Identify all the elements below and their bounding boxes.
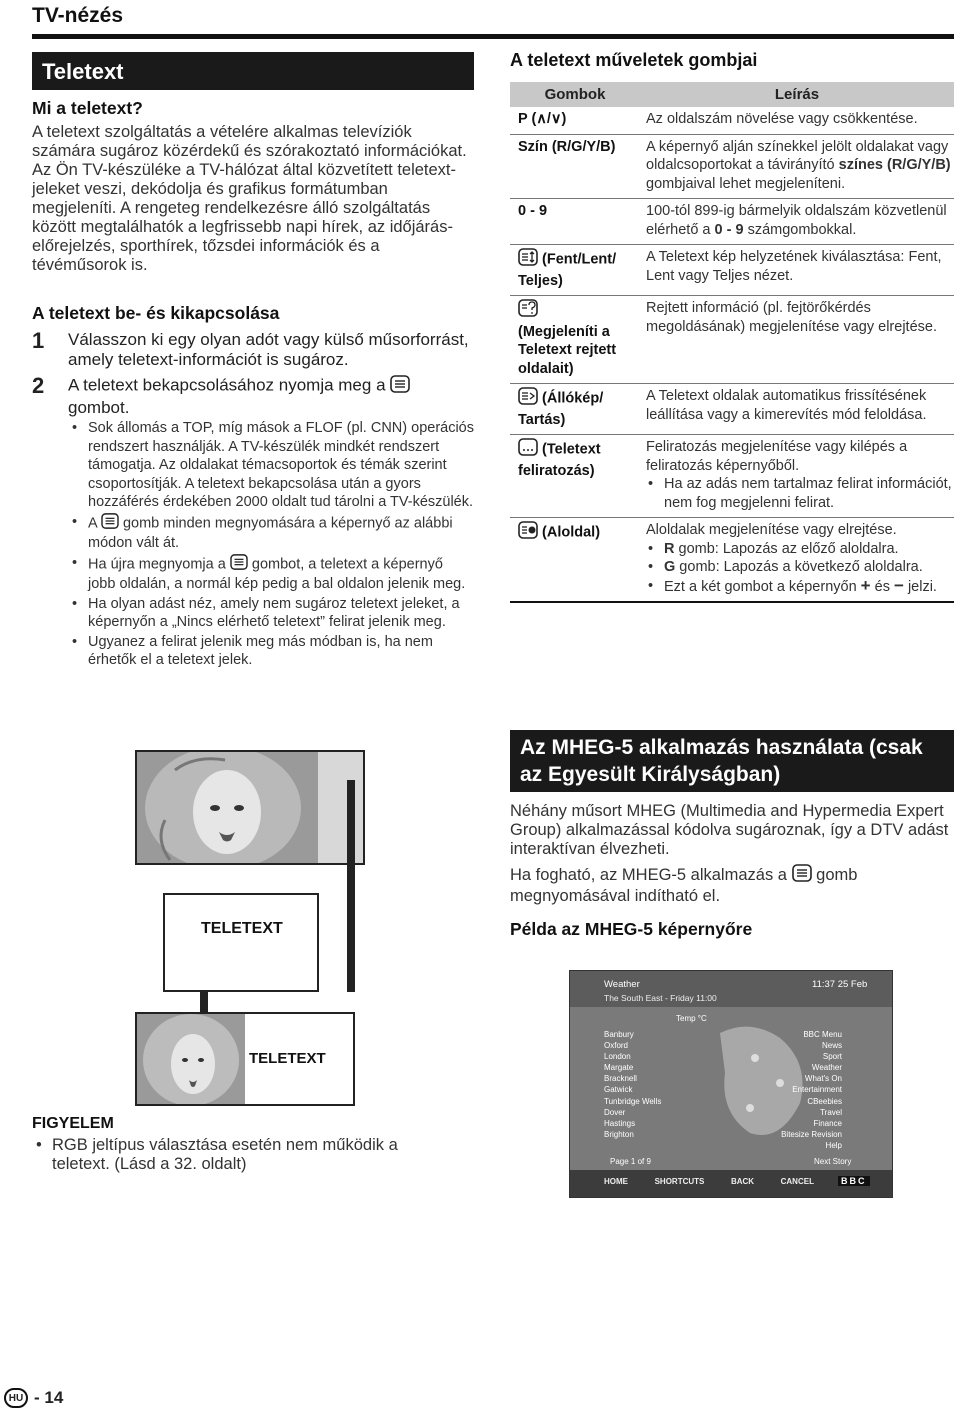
subtitle-button-icon [518,438,538,462]
notice-text: • RGB jeltípus választása esetén nem működik a teletext. (Lásd a 32. oldalt) [32,1136,452,1174]
what-is-teletext-heading: Mi a teletext? [32,98,143,118]
bullet-press-again-b: gombot, a teletext a képernyő jobb oldalán, a normál kép pedig a bal oldalon jelenik meg. [88,556,466,592]
row-desc-color-bold: színes (R/G/Y/B) [838,157,951,173]
bullet-mode-switch-b: gomb minden megnyomására a képernyő az alábbi módon vált át. [88,515,453,551]
table-row [510,107,954,134]
reveal-button-icon [518,299,538,323]
menu-item[interactable]: Sport [822,1052,842,1062]
notice-list [32,1136,452,1174]
row-desc-reveal: Rejtett információ (pl. fejtörőkérdés megoldásának) megjelenítése vagy elrejtése. [640,296,954,384]
row-key-subtitle [510,435,640,518]
r-key-desc: gomb: Lapozás az előző aloldalra. [674,540,899,557]
table-row [510,384,954,435]
row-desc-digits [640,199,954,245]
city-item: Bracknell [604,1074,637,1084]
region-badge: HU [4,1388,28,1408]
city-item: Hastings [604,1118,636,1128]
figure-frame-2 [135,1012,355,1106]
step-2-text-b: gombot. [68,397,130,417]
step-2-bullets [68,419,474,670]
row-key-reveal [510,296,640,384]
row-key-size-text: (Fent/Lent/ Teljes) [518,251,617,289]
menu-item[interactable]: Help [825,1140,842,1150]
table-row [510,199,954,245]
row-desc-subtitle-bullets [646,475,954,512]
figure-frame-1 [135,750,365,865]
step-2-text-a: A teletext bekapcsolásához nyomja meg a [68,375,386,395]
row-desc-subtitle [640,435,954,518]
step-2-content [68,375,410,417]
col-header-desc: Leírás [640,82,954,107]
teletext-button-icon [390,375,410,398]
notice-heading: FIGYELEM [32,1115,114,1132]
r-key: R [664,540,675,557]
mheg-screen-time: 11:37 25 Feb [812,979,868,990]
row-key-size [510,245,640,296]
row-desc-digits-bold: 0 - 9 [714,221,744,238]
bullet-press-again [68,554,474,594]
bbc-logo: BBC [838,1176,870,1186]
table-row [510,245,954,296]
city-item: Margate [604,1063,634,1073]
row-key-page: P (∧/∨) [510,107,640,134]
city-item: London [604,1052,631,1062]
mheg-menu-list [760,1029,842,1151]
row-desc-subpage-bullet-g [646,558,954,577]
minus-sign: − [893,575,904,595]
steps-block [32,330,474,671]
table-row [510,296,954,384]
table-row [510,518,954,603]
signs-a: Ezt a két gombot a képernyőn [664,578,861,595]
signs-b: és [870,578,894,595]
what-is-teletext-body: A teletext szolgáltatás a vételére alkalmas televíziók számára sugároz közérdekű és szórakoztató információkat. Az Ön TV-készüléke a TV-hálózat által közvetített teletext-jeleket veszi, dekódolja és grafikus formátumban megjeleníti. A rengeteg rendelkezésre álló szolgáltatás között megtalálhatók a legfrissebb napi hírek, az időjárás-előrejelzés, sporthírek, tőzsdei információk és a tévéműsorok is. [32,123,467,274]
figure-connector-1 [347,780,355,992]
signs-c: jelzi. [903,578,937,595]
row-desc-subtitle-bullet: • Ha az adás nem tartalmaz felirat információt, nem fog megjelenni felirat. [646,475,954,512]
bullet-top-flof: • Sok állomás a TOP, míg mások a FLOF (pl. CNN) operációs rendszert használják. A TV-készülék mindkét rendszert támogatja. Az oldalakat témacsoportok és témák szerint csoportosítják. A teletext bekapcsolása után a gyors hozzáférés érdekében 2000 oldalt tud tárolni a TV-készülék. [68,419,474,512]
row-key-reveal-text: (Megjeleníti a Teletext rejtett oldalait) [518,323,617,377]
city-item: Tunbridge Wells [604,1096,662,1106]
mheg-page-indicator: Page 1 of 9 [610,1157,651,1166]
mheg-body-1: Néhány műsort MHEG (Multimedia and Hypermedia Expert Group) alkalmazással kódolva sugároznak, így a DTV adást interaktívan élvezheti. [510,802,949,858]
menu-item[interactable]: What's On [804,1074,842,1084]
row-desc-color-a: A képernyő alján színekkel jelölt oldalakat vagy oldalcsoportokat a távirányító [646,138,949,173]
plus-sign: + [860,575,871,595]
row-desc-page: Az oldalszám növelése vagy csökkentése. [640,107,954,134]
table-row [510,435,954,518]
bullet-press-again-a: Ha újra megnyomja a [88,556,226,573]
mheg-cancel-button[interactable]: CANCEL [780,1177,814,1186]
menu-item[interactable]: Finance [813,1118,842,1128]
row-key-color: Szín (R/G/Y/B) [510,134,640,199]
mheg-example-heading: Példa az MHEG-5 képernyőre [510,919,753,939]
notice-content [32,1136,452,1175]
figure-connector-2 [200,992,208,1012]
size-button-icon [518,248,538,272]
mheg-screen-subtitle: The South East - Friday 11:00 [604,993,717,1003]
page-footer [4,1388,63,1408]
row-key-hold-text: (Állókép/ Tartás) [518,390,604,428]
teletext-button-icon [230,554,248,576]
step-1-text: Válasszon ki egy olyan adót vagy külső műsorforrást, amely teletext-információt is sugároz. [68,330,469,369]
mheg-body-2-b: gomb megnyomásával indítható el. [510,865,858,905]
step-1-number: 1 [32,328,45,353]
step-1 [32,330,474,369]
header-rule [32,34,954,39]
row-desc-subpage-text: Aloldalak megjelenítése vagy elrejtése. [646,522,897,538]
subpage-button-icon [518,521,538,545]
bullet-other-mode: • Ugyanez a felirat jelenik meg más módban is, ha nem érhetők el a teletext jelek. [68,633,474,670]
table-row [510,134,954,199]
row-key-subpage [510,518,640,603]
mheg-section-title: Az MHEG-5 alkalmazás használata (csak az Egyesült Királyságban) [510,730,954,792]
row-desc-subpage-bullet-r [646,540,954,559]
row-key-subpage-text: (Aloldal) [542,524,601,541]
mheg-example-screen [569,970,893,1198]
buttons-table [510,82,954,603]
row-key-subtitle-text: (Teletext feliratozás) [518,441,601,479]
row-desc-color-b: gombjaival lehet megjeleníteni. [646,175,846,192]
city-item: Brighton [604,1129,634,1139]
bullet-mode-switch [68,513,474,553]
row-desc-color [640,134,954,199]
bullet-no-teletext: • Ha olyan adást néz, amely nem sugároz teletext jeleket, a képernyőn a „Nincs elérhető teletext” felirat jelenik meg. [68,595,474,632]
onoff-heading: A teletext be- és kikapcsolása [32,303,280,323]
col-header-buttons: Gombok [510,82,640,107]
g-key-desc: gomb: Lapozás a következő aloldalra. [675,559,923,575]
mheg-city-list [604,1029,661,1140]
teletext-box-1 [163,893,319,992]
mheg-screen-title: Weather [604,979,640,990]
mheg-home-button[interactable]: HOME [604,1177,628,1186]
step-2 [32,375,474,417]
menu-item[interactable]: News [821,1041,842,1051]
menu-item[interactable]: BBC Menu [803,1030,842,1039]
row-desc-hold: A Teletext oldalak automatikus frissítésének leállítása vagy a kimerevítés mód feloldása. [640,384,954,435]
teletext-label-2: TELETEXT [249,1050,326,1067]
row-desc-digits-b: számgombokkal. [743,221,857,238]
mheg-back-button[interactable]: BACK [730,1177,755,1186]
row-key-hold [510,384,640,435]
menu-item[interactable]: Travel [820,1107,842,1117]
teletext-section-title: Teletext [32,52,474,90]
hold-button-icon [518,387,538,411]
city-item: Oxford [604,1041,629,1051]
row-desc-subtitle-text: Feliratozás megjelenítése vagy kilépés a feliratozás képernyőből. [646,439,908,474]
teletext-label-1: TELETEXT [201,920,283,937]
buttons-table-heading: A teletext műveletek gombjai [510,50,758,70]
row-key-digits: 0 - 9 [510,199,640,245]
city-item: Dover [604,1107,626,1117]
mheg-body-2 [510,864,956,906]
mheg-footer-buttons [604,1177,814,1186]
city-item: Gatwick [604,1085,633,1095]
menu-item[interactable]: Bitesize Revision [781,1129,842,1139]
page-number: - 14 [34,1388,64,1407]
row-desc-subpage-bullet-signs [646,577,954,597]
mheg-body-2-a: Ha fogható, az MHEG-5 alkalmazás a [510,865,787,884]
row-desc-subpage-bullets [646,540,954,597]
g-key: G [664,559,676,575]
teletext-button-icon [101,513,119,535]
bullet-mode-switch-a: A [88,515,97,532]
mheg-shortcuts-button[interactable]: SHORTCUTS [654,1177,705,1186]
buttons-table-header-row [510,82,954,107]
mheg-screen-temp-header: Temp °C [676,1014,707,1023]
menu-item[interactable]: CBeebies [807,1096,842,1106]
mheg-next-story[interactable]: Next Story [814,1157,852,1166]
teletext-button-icon [792,864,812,887]
page-header-title: TV-nézés [32,4,124,27]
menu-item[interactable]: Entertainment [792,1085,842,1095]
row-desc-digits-a: 100-tól 899-ig bármelyik oldalszám közvetlenül elérhető a [646,203,947,238]
row-desc-size: A Teletext kép helyzetének kiválasztása: Fent, Lent vagy Teljes nézet. [640,245,954,296]
menu-item[interactable]: Weather [811,1063,842,1073]
step-2-number: 2 [32,373,45,398]
city-item: Banbury [604,1030,634,1039]
row-desc-subpage [640,518,954,603]
